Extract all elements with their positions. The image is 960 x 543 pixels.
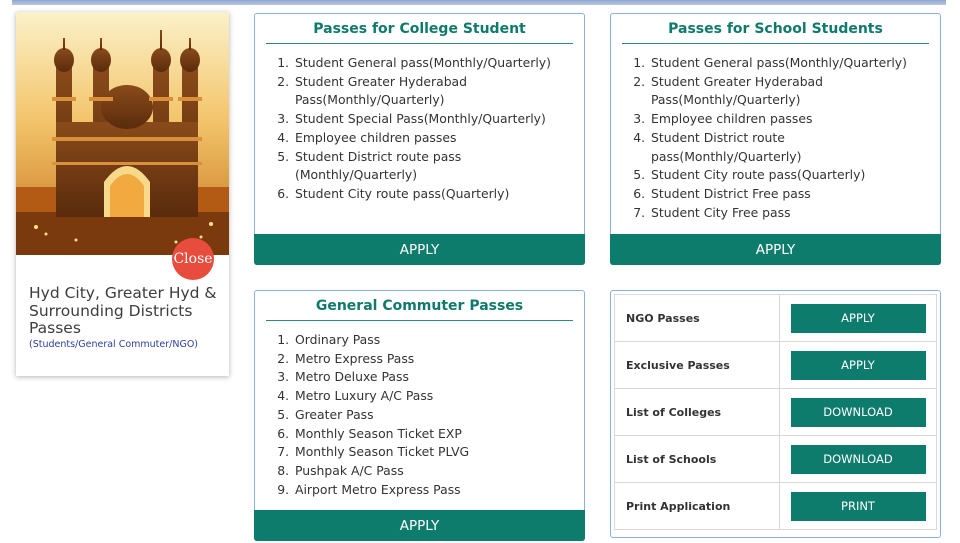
- exclusive-apply-button[interactable]: APPLY: [791, 351, 926, 380]
- list-item: 3. Employee children passes: [649, 110, 939, 129]
- list-item: 7. Student City Free pass: [649, 204, 939, 223]
- list-item: 1. Student General pass(Monthly/Quarterly): [649, 54, 939, 73]
- row-label: Exclusive Passes: [615, 342, 780, 389]
- college-passes-panel: [254, 13, 585, 265]
- list-item: 4. Student District route pass(Monthly/Quarterly): [649, 129, 939, 166]
- list-item: 5. Student District route pass (Monthly/Quarterly): [293, 148, 583, 185]
- school-passes-panel: [610, 13, 941, 265]
- city-pass-card[interactable]: [16, 12, 229, 376]
- table-row: [615, 342, 937, 389]
- row-label: Print Application: [615, 483, 780, 530]
- panel-title: Passes for College Student: [266, 21, 573, 44]
- list-item: 2. Metro Express Pass: [293, 350, 583, 369]
- list-item: 9. Airport Metro Express Pass: [293, 481, 583, 500]
- table-row: [615, 436, 937, 483]
- row-label: List of Colleges: [615, 389, 780, 436]
- list-item: 2. Student Greater Hyderabad Pass(Monthly/Quarterly): [649, 73, 939, 110]
- schools-download-button[interactable]: DOWNLOAD: [791, 445, 926, 474]
- list-item: 6. Monthly Season Ticket EXP: [293, 425, 583, 444]
- list-item: 4. Employee children passes: [293, 129, 583, 148]
- print-application-button[interactable]: PRINT: [791, 492, 926, 521]
- commuter-pass-list: [275, 331, 583, 499]
- list-item: 8. Pushpak A/C Pass: [293, 462, 583, 481]
- list-item: 1. Student General pass(Monthly/Quarterly): [293, 54, 583, 73]
- list-item: 2. Student Greater Hyderabad Pass(Monthly/Quarterly): [293, 73, 583, 110]
- table-row: [615, 389, 937, 436]
- list-item: 6. Student District Free pass: [649, 185, 939, 204]
- other-passes-table: [614, 294, 937, 530]
- other-passes-panel: [610, 290, 941, 538]
- top-accent-bar: [12, 0, 946, 5]
- list-item: 5. Student City route pass(Quarterly): [649, 166, 939, 185]
- row-label: NGO Passes: [615, 295, 780, 342]
- college-pass-list: [275, 54, 583, 204]
- table-row: [615, 295, 937, 342]
- school-apply-button[interactable]: APPLY: [610, 234, 941, 265]
- panel-title: Passes for School Students: [622, 21, 929, 44]
- school-pass-list: [631, 54, 939, 222]
- colleges-download-button[interactable]: DOWNLOAD: [791, 398, 926, 427]
- commuter-apply-button[interactable]: APPLY: [254, 510, 585, 541]
- commuter-passes-panel: [254, 290, 585, 541]
- list-item: 1. Ordinary Pass: [293, 331, 583, 350]
- city-card-subtitle: (Students/General Commuter/NGO): [29, 339, 199, 350]
- college-apply-button[interactable]: APPLY: [254, 234, 585, 265]
- list-item: 3. Metro Deluxe Pass: [293, 368, 583, 387]
- list-item: 4. Metro Luxury A/C Pass: [293, 387, 583, 406]
- city-card-title: Hyd City, Greater Hyd & Surrounding Districts Passes: [29, 284, 217, 337]
- charminar-image: [16, 12, 229, 255]
- list-item: 3. Student Special Pass(Monthly/Quarterly): [293, 110, 583, 129]
- close-button[interactable]: Close: [172, 238, 214, 280]
- ngo-apply-button[interactable]: APPLY: [791, 304, 926, 333]
- panel-title: General Commuter Passes: [266, 298, 573, 321]
- list-item: 7. Monthly Season Ticket PLVG: [293, 443, 583, 462]
- list-item: 6. Student City route pass(Quarterly): [293, 185, 583, 204]
- table-row: [615, 483, 937, 530]
- row-label: List of Schools: [615, 436, 780, 483]
- list-item: 5. Greater Pass: [293, 406, 583, 425]
